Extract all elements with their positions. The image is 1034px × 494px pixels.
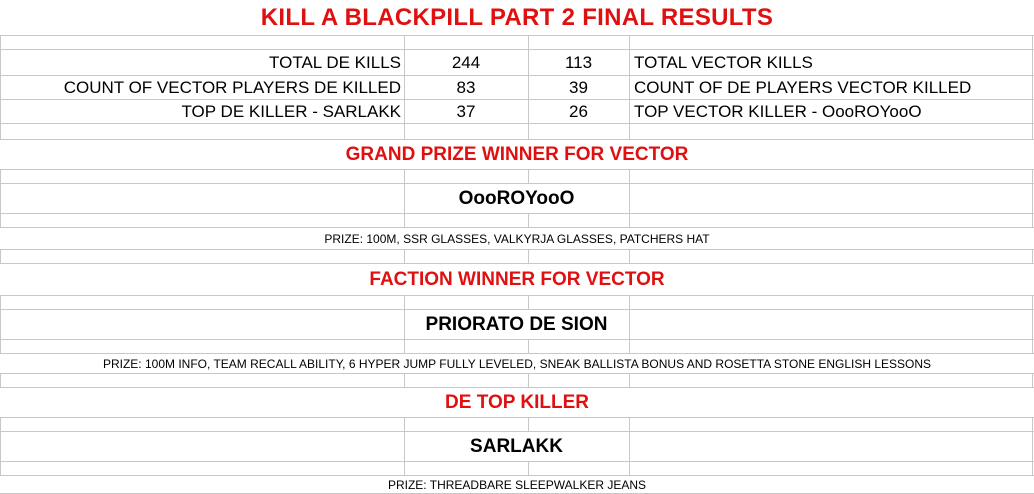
stat-right-value: 39 xyxy=(529,76,628,99)
stat-right-label: TOP VECTOR KILLER - OooROYooO xyxy=(630,100,1032,123)
empty-row xyxy=(0,124,1034,140)
stat-right-value: 113 xyxy=(529,50,628,75)
empty-row xyxy=(0,340,1034,354)
stat-right-label: COUNT OF DE PLAYERS VECTOR KILLED xyxy=(630,76,1032,99)
empty-row xyxy=(0,418,1034,432)
empty-row xyxy=(0,462,1034,476)
empty-row xyxy=(0,374,1034,388)
stat-left-value: 37 xyxy=(405,100,527,123)
stat-left-label: TOTAL DE KILLS xyxy=(1,50,401,75)
winner-name: PRIORATO DE SION xyxy=(405,310,628,339)
stat-right-label: TOTAL VECTOR KILLS xyxy=(630,50,1032,75)
empty-row xyxy=(0,214,1034,228)
prize-text: PRIZE: 100M, SSR GLASSES, VALKYRJA GLASSES, PATCHERS HAT xyxy=(0,228,1034,250)
stat-right-value: 26 xyxy=(529,100,628,123)
winner-row xyxy=(0,310,1034,340)
empty-row xyxy=(0,170,1034,184)
stats-row xyxy=(0,50,1034,76)
winner-row xyxy=(0,184,1034,214)
stat-left-label: COUNT OF VECTOR PLAYERS DE KILLED xyxy=(1,76,401,99)
stats-row xyxy=(0,76,1034,100)
winner-name: SARLAKK xyxy=(405,432,628,461)
prize-text: PRIZE: THREADBARE SLEEPWALKER JEANS xyxy=(0,476,1034,494)
section-heading: FACTION WINNER FOR VECTOR xyxy=(0,264,1034,296)
stat-left-value: 83 xyxy=(405,76,527,99)
stat-left-label: TOP DE KILLER - SARLAKK xyxy=(1,100,401,123)
section-heading: GRAND PRIZE WINNER FOR VECTOR xyxy=(0,140,1034,170)
winner-name: OooROYooO xyxy=(405,184,628,213)
stat-left-value: 244 xyxy=(405,50,527,75)
prize-text: PRIZE: 100M INFO, TEAM RECALL ABILITY, 6 HYPER JUMP FULLY LEVELED, SNEAK BALLISTA BONUS AND ROSETTA STONE ENGLISH LESSONS xyxy=(0,354,1034,374)
section-heading: DE TOP KILLER xyxy=(0,388,1034,418)
empty-row xyxy=(0,36,1034,50)
empty-row xyxy=(0,296,1034,310)
winner-row xyxy=(0,432,1034,462)
stats-row xyxy=(0,100,1034,124)
sheet-title: KILL A BLACKPILL PART 2 FINAL RESULTS xyxy=(0,0,1034,36)
empty-row xyxy=(0,250,1034,264)
